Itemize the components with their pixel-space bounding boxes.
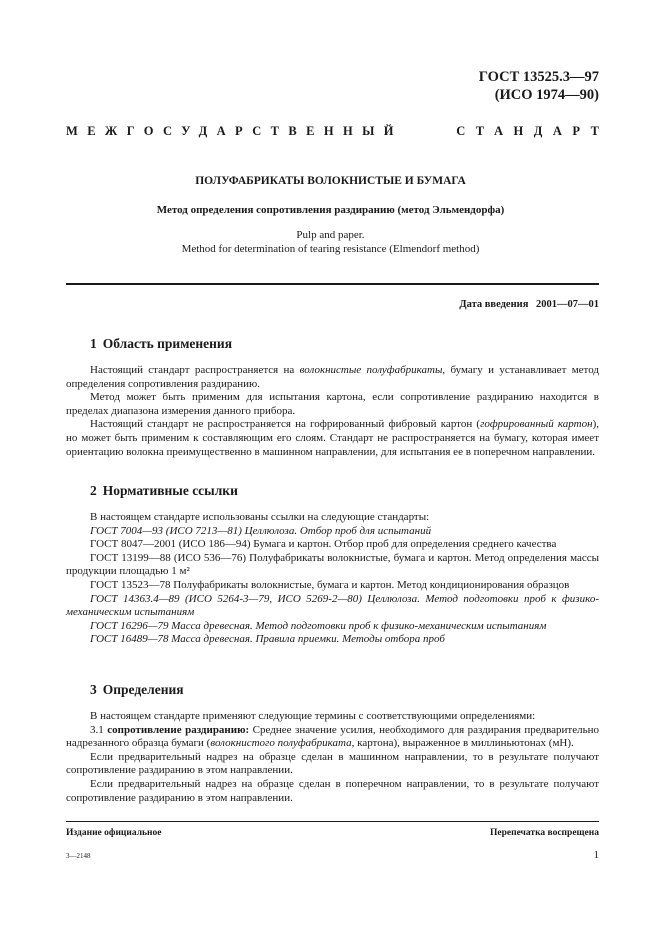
section-scope — [66, 336, 599, 459]
english-title-line1: Pulp and paper. — [296, 229, 365, 241]
text-run: Среднее значение усилия, необходимого для раздирания предварительно надрезанного образца бумаги ( — [66, 723, 599, 750]
reference-item: ГОСТ 13523—78 Полуфабрикаты волокнистые, бумага и картон. Метод кондиционирования образцов — [90, 578, 570, 591]
paragraph: В настоящем стандарте использованы ссылки на следующие стандарты: — [90, 511, 430, 523]
text-run: ), но может быть применим к составляющим его слоям. Стандарт не распространяется на бумагу, которая имеет ориентацию волокна преимущественно в машинном направлении, для испытания ее в поперечном направлении. — [66, 418, 599, 458]
reference-item: ГОСТ 16489—78 Масса древесная. Правила приемки. Методы отбора проб — [90, 633, 445, 646]
page-number: 1 — [593, 849, 599, 861]
section-body — [66, 710, 599, 805]
standard-number: ГОСТ 13525.3—97 — [478, 69, 599, 85]
paragraph — [66, 418, 599, 459]
definition-term: сопротивление раздиранию: — [107, 723, 250, 736]
introduction-date — [459, 299, 599, 310]
reference-item: ГОСТ 14363.4—89 (ИСО 5264-3—79, ИСО 5269-2—80) Целлюлоза. Метод подготовки проб к физико-механическим испытаниям — [66, 592, 599, 619]
section-heading — [90, 336, 599, 352]
standard-designation — [479, 68, 599, 104]
print-order-code: 3—2148 — [66, 852, 91, 860]
paragraph: В настоящем стандарте применяют следующие термины с соответствующими определениями: — [90, 710, 536, 722]
section-heading — [90, 483, 599, 499]
paragraph: Если предварительный надрез на образце сделан в машинном направлении, то в результате получают сопротивление раздиранию в этом направлении. — [66, 750, 599, 777]
reference-item: ГОСТ 13199—88 (ИСО 536—76) Полуфабрикаты волокнистые, бумага и картон. Метод определения массы продукции площадью 1 м² — [66, 551, 599, 578]
section-title: Нормативные ссылки — [102, 483, 238, 498]
section-number: 3 — [90, 682, 97, 697]
reference-item: ГОСТ 8047—2001 (ИСО 186—94) Бумага и картон. Отбор проб для определения среднего качества — [90, 538, 557, 551]
paragraph — [66, 364, 599, 391]
text-run: , бумагу и устанавливает метод определения сопротивления раздиранию. — [66, 364, 599, 390]
banner-word-standard: СТАНДАРТ — [456, 124, 610, 138]
banner-word-interstate: МЕЖГОСУДАРСТВЕННЫЙ — [66, 124, 403, 138]
interstate-standard-banner — [66, 124, 610, 139]
text-run: , картона), выраженное в миллиньютонах (мН). — [351, 737, 574, 750]
italic-term: гофрированный картон — [480, 418, 593, 431]
reprint-prohibited-label: Перепечатка воспрещена — [489, 828, 599, 838]
paragraph: Если предварительный надрез на образце сделан в поперечном направлении, то в результате получают сопротивление раздиранию в этом направлении. — [66, 777, 599, 804]
english-title — [0, 228, 661, 256]
reference-item: ГОСТ 7004—93 (ИСО 7213—81) Целлюлоза. Отбор проб для испытаний — [90, 524, 432, 537]
footer-divider — [66, 821, 599, 822]
section-definitions — [66, 682, 599, 805]
text-run: Настоящий стандарт распространяется на — [90, 364, 300, 376]
reference-item: ГОСТ 16296—79 Масса древесная. Метод подготовки проб к физико-механическим испытаниям — [90, 619, 547, 632]
italic-term: волокнистые полуфабрикаты — [299, 364, 443, 376]
section-number: 2 — [90, 483, 97, 498]
section-number: 1 — [90, 336, 97, 351]
introduction-date-label: Дата введения — [459, 299, 529, 310]
header-divider — [66, 283, 599, 285]
paragraph: Метод может быть применим для испытания картона, если сопротивление раздиранию находится в пределах диапазона измерения данного прибора. — [66, 391, 599, 417]
document-title: ПОЛУФАБРИКАТЫ ВОЛОКНИСТЫЕ И БУМАГА — [195, 175, 466, 187]
section-normative-references — [66, 483, 599, 647]
definition-number: 3.1 — [90, 723, 108, 736]
introduction-date-value: 2001—07—01 — [536, 299, 599, 310]
section-heading — [90, 682, 599, 698]
official-edition-label: Издание официальное — [66, 828, 162, 838]
definition-paragraph — [66, 724, 599, 751]
italic-term: волокнистого полуфабриката — [210, 737, 352, 750]
document-subtitle: Метод определения сопротивления раздиранию (метод Эльмендорфа) — [156, 204, 505, 216]
section-title: Область применения — [102, 336, 233, 351]
english-title-line2: Method for determination of tearing resistance (Elmendorf method) — [181, 243, 480, 255]
section-title: Определения — [102, 682, 184, 697]
iso-number: (ИСО 1974—90) — [494, 87, 599, 103]
section-body — [66, 511, 599, 647]
text-run: Настоящий стандарт не распространяется на гофрированный фибровый картон ( — [90, 418, 481, 431]
section-body — [66, 364, 599, 459]
